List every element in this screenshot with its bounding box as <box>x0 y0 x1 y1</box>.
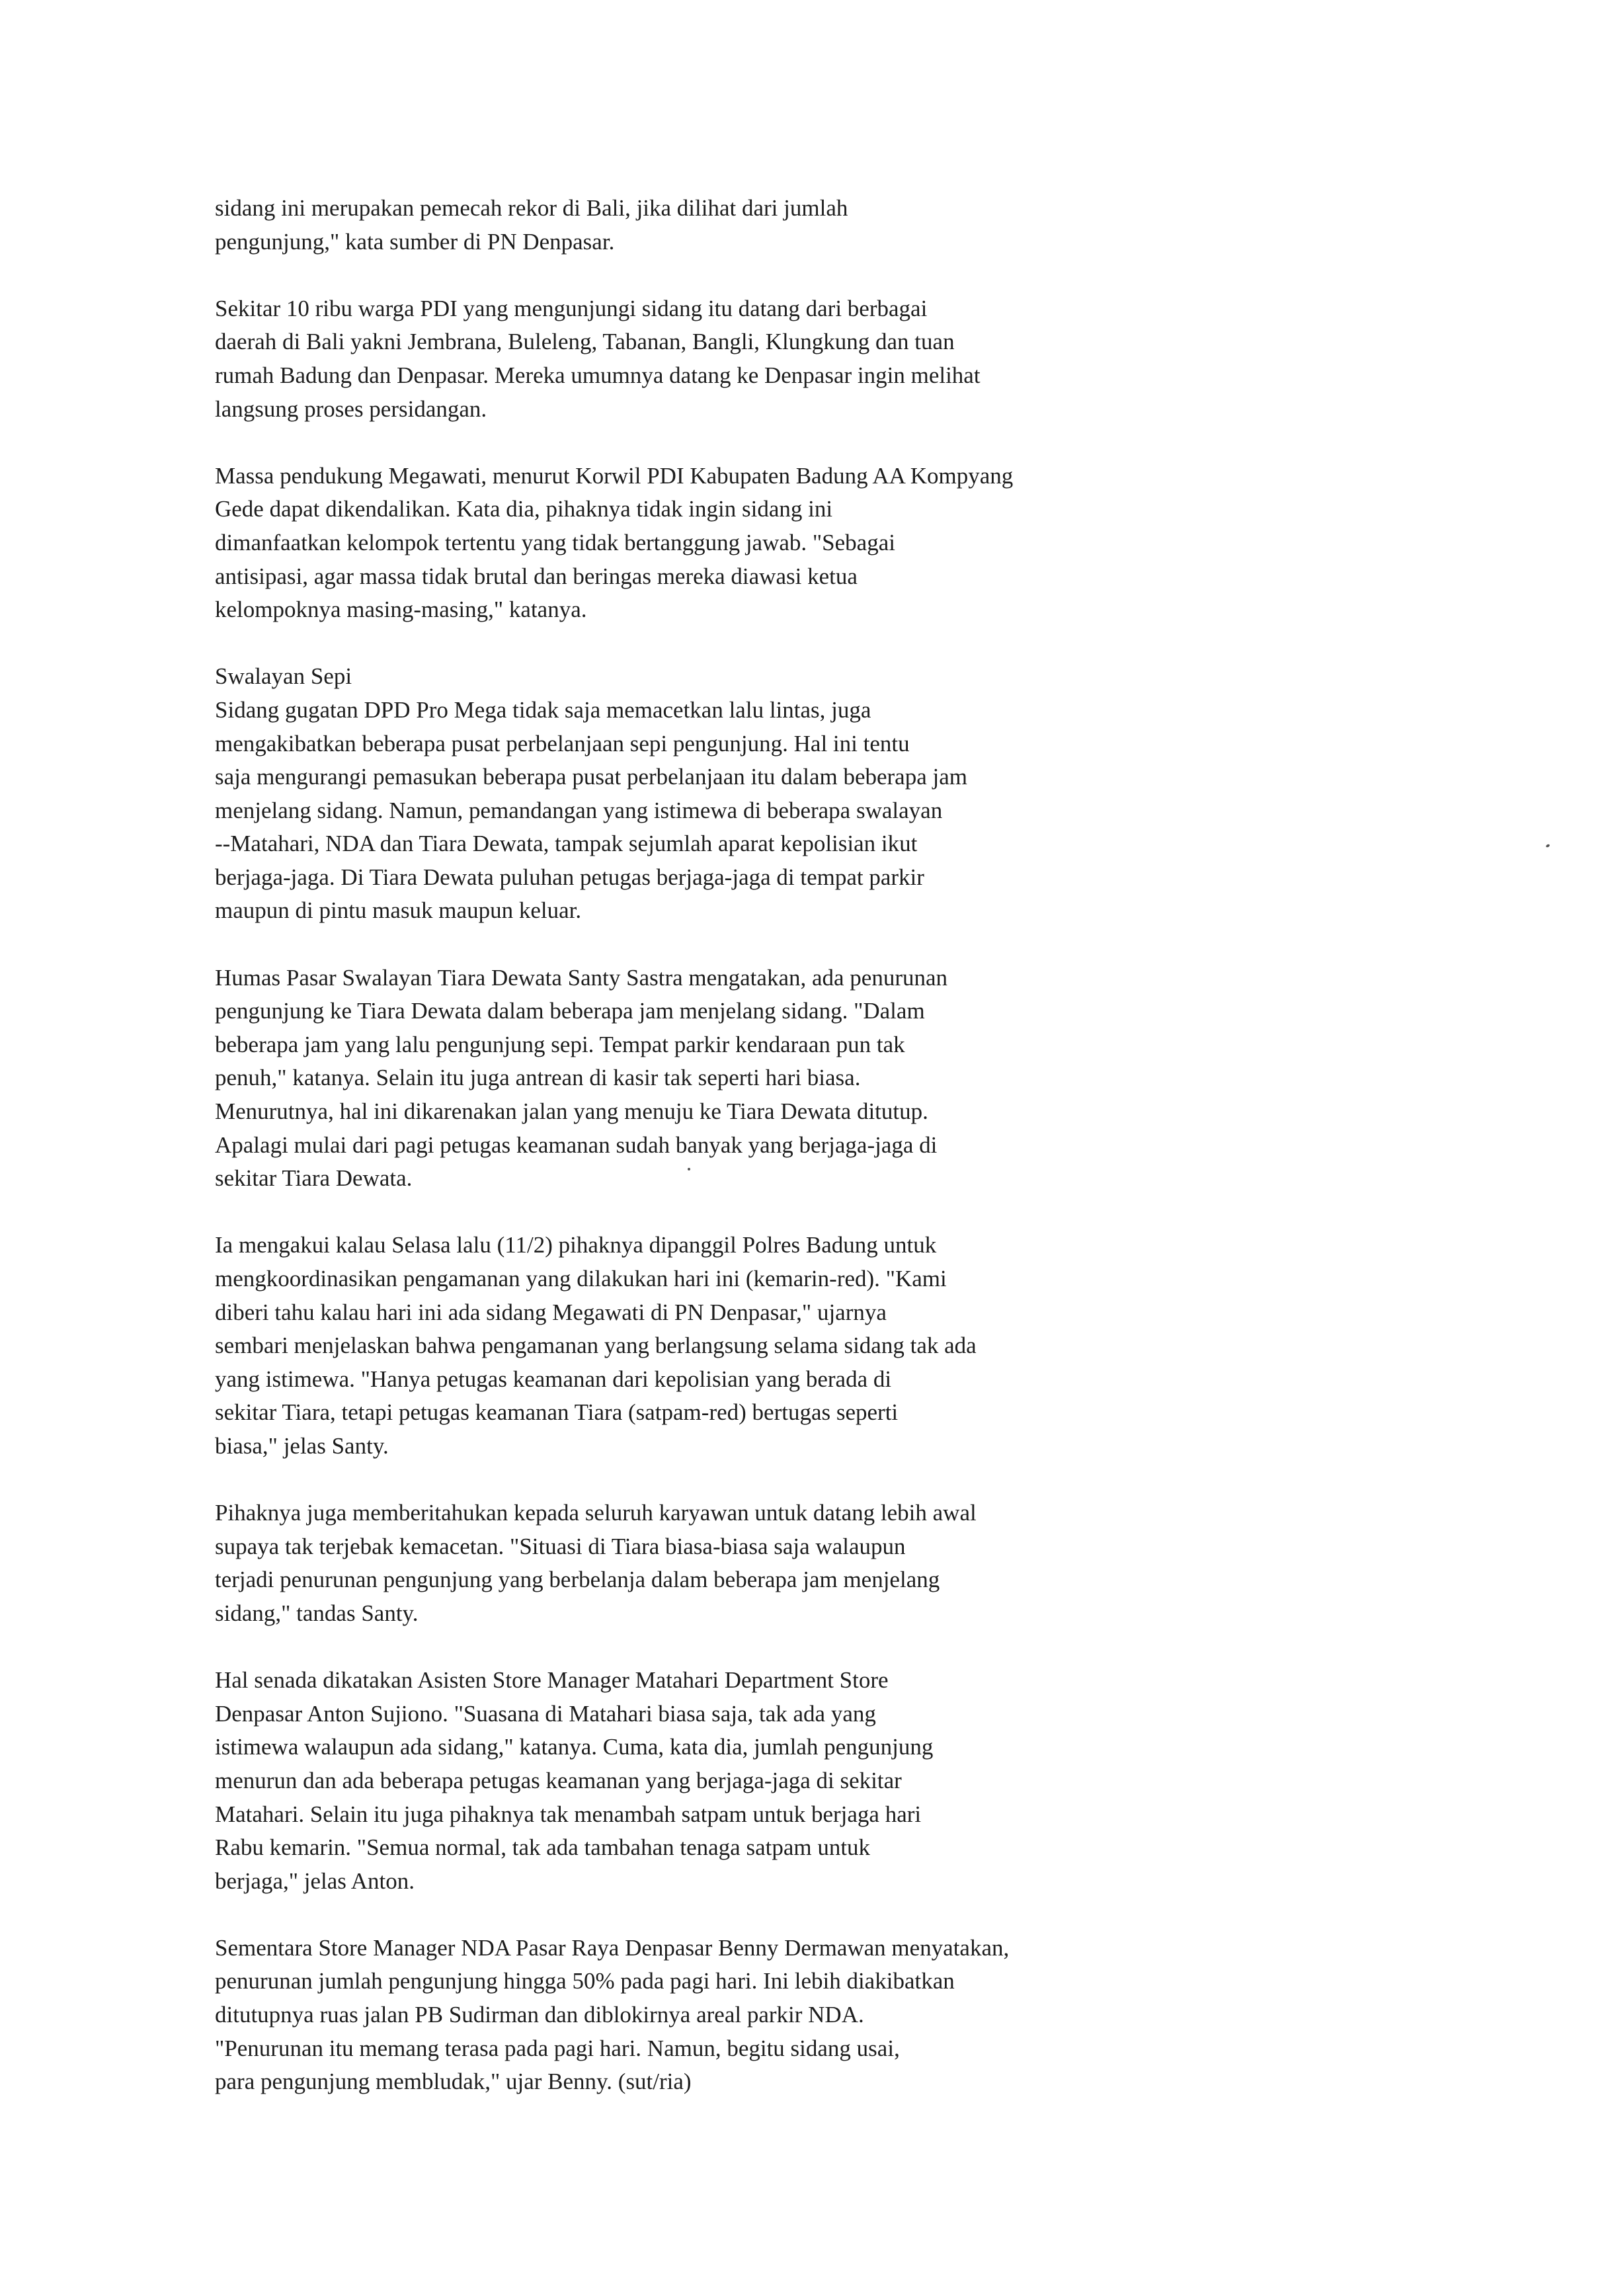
text-line: Gede dapat dikendalikan. Kata dia, pihaknya tidak ingin sidang ini <box>215 496 833 522</box>
text-line: sembari menjelaskan bahwa pengamanan yang berlangsung selama sidang tak ada <box>215 1332 977 1359</box>
text-line: kelompoknya masing-masing," katanya. <box>215 596 587 623</box>
text-line: menjelang sidang. Namun, pemandangan yang istimewa di beberapa swalayan <box>215 797 943 823</box>
text-line: Hal senada dikatakan Asisten Store Manager Matahari Department Store <box>215 1667 889 1694</box>
text-line: mengakibatkan beberapa pusat perbelanjaan sepi pengunjung. Hal ini tentu <box>215 730 910 757</box>
text-line: --Matahari, NDA dan Tiara Dewata, tampak sejumlah aparat kepolisian ikut <box>215 831 918 857</box>
paragraph <box>215 292 1193 426</box>
text-line: sekitar Tiara Dewata. <box>215 1165 413 1192</box>
text-line: langsung proses persidangan. <box>215 395 487 422</box>
paragraph <box>215 962 1193 1196</box>
text-line: sidang," tandas Santy. <box>215 1600 419 1626</box>
text-line: sidang ini merupakan pemecah rekor di Bali, jika dilihat dari jumlah <box>215 195 848 221</box>
text-line: Denpasar Anton Sujiono. "Suasana di Matahari biasa saja, tak ada yang <box>215 1700 876 1727</box>
text-line: terjadi penurunan pengunjung yang berbelanja dalam beberapa jam menjelang <box>215 1567 940 1593</box>
text-line: berjaga," jelas Anton. <box>215 1867 415 1894</box>
article-body <box>215 192 1193 2132</box>
text-line: para pengunjung membludak," ujar Benny. (sut/ria) <box>215 2069 692 2095</box>
text-line: berjaga-jaga. Di Tiara Dewata puluhan petugas berjaga-jaga di tempat parkir <box>215 864 924 890</box>
paragraph <box>215 460 1193 627</box>
text-line: mengkoordinasikan pengamanan yang dilakukan hari ini (kemarin-red). "Kami <box>215 1266 947 1292</box>
text-line: ditutupnya ruas jalan PB Sudirman dan diblokirnya areal parkir NDA. <box>215 2002 864 2028</box>
text-line: pengunjung ke Tiara Dewata dalam beberapa jam menjelang sidang. "Dalam <box>215 998 925 1024</box>
text-line: Massa pendukung Megawati, menurut Korwil PDI Kabupaten Badung AA Kompyang <box>215 462 1014 489</box>
paragraph <box>215 1229 1193 1463</box>
text-line: sekitar Tiara, tetapi petugas keamanan Tiara (satpam-red) bertugas seperti <box>215 1399 899 1426</box>
paragraph <box>215 660 1193 928</box>
text-line: Ia mengakui kalau Selasa lalu (11/2) pihaknya dipanggil Polres Badung untuk <box>215 1232 937 1258</box>
text-line: diberi tahu kalau hari ini ada sidang Megawati di PN Denpasar," ujarnya <box>215 1299 887 1325</box>
text-line: Menurutnya, hal ini dikarenakan jalan yang menuju ke Tiara Dewata ditutup. <box>215 1098 928 1125</box>
text-line: daerah di Bali yakni Jembrana, Buleleng, Tabanan, Bangli, Klungkung dan tuan <box>215 329 955 355</box>
text-line: biasa," jelas Santy. <box>215 1432 389 1459</box>
text-line: rumah Badung dan Denpasar. Mereka umumnya datang ke Denpasar ingin melihat <box>215 362 981 388</box>
text-line: istimewa walaupun ada sidang," katanya. Cuma, kata dia, jumlah pengunjung <box>215 1734 934 1760</box>
text-line: Sementara Store Manager NDA Pasar Raya Denpasar Benny Dermawan menyatakan, <box>215 1934 1010 1961</box>
text-line: Rabu kemarin. "Semua normal, tak ada tambahan tenaga satpam untuk <box>215 1834 871 1861</box>
paragraph <box>215 192 1193 259</box>
text-line: "Penurunan itu memang terasa pada pagi hari. Namun, begitu sidang usai, <box>215 2035 900 2061</box>
text-line: penuh," katanya. Selain itu juga antrean di kasir tak seperti hari biasa. <box>215 1065 861 1091</box>
text-line: pengunjung," kata sumber di PN Denpasar. <box>215 228 615 255</box>
text-line: Apalagi mulai dari pagi petugas keamanan sudah banyak yang berjaga-jaga di <box>215 1131 938 1158</box>
scan-speck <box>688 1168 690 1170</box>
text-line: Pihaknya juga memberitahukan kepada seluruh karyawan untuk datang lebih awal <box>215 1500 977 1526</box>
text-line: antisipasi, agar massa tidak brutal dan beringas mereka diawasi ketua <box>215 563 858 589</box>
text-line: maupun di pintu masuk maupun keluar. <box>215 897 582 924</box>
text-line: supaya tak terjebak kemacetan. "Situasi di Tiara biasa-biasa saja walaupun <box>215 1533 906 1559</box>
text-line: Humas Pasar Swalayan Tiara Dewata Santy Sastra mengatakan, ada penurunan <box>215 964 948 991</box>
text-line: Swalayan Sepi <box>215 663 352 690</box>
text-line: menurun dan ada beberapa petugas keamanan yang berjaga-jaga di sekitar <box>215 1767 902 1793</box>
paragraph <box>215 1496 1193 1630</box>
text-line: yang istimewa. "Hanya petugas keamanan dari kepolisian yang berada di <box>215 1366 892 1392</box>
text-line: dimanfaatkan kelompok tertentu yang tidak bertanggung jawab. "Sebagai <box>215 529 895 555</box>
text-line: Matahari. Selain itu juga pihaknya tak menambah satpam untuk berjaga hari <box>215 1801 922 1827</box>
paragraph <box>215 1932 1193 2099</box>
paragraph <box>215 1664 1193 1898</box>
text-line: saja mengurangi pemasukan beberapa pusat perbelanjaan itu dalam beberapa jam <box>215 764 967 790</box>
text-line: Sekitar 10 ribu warga PDI yang mengunjungi sidang itu datang dari berbagai <box>215 295 928 321</box>
text-line: Sidang gugatan DPD Pro Mega tidak saja memacetkan lalu lintas, juga <box>215 696 871 723</box>
text-line: penurunan jumlah pengunjung hingga 50% pada pagi hari. Ini lebih diakibatkan <box>215 1968 955 1994</box>
scan-speck <box>1545 844 1550 848</box>
text-line: beberapa jam yang lalu pengunjung sepi. Tempat parkir kendaraan pun tak <box>215 1031 905 1057</box>
